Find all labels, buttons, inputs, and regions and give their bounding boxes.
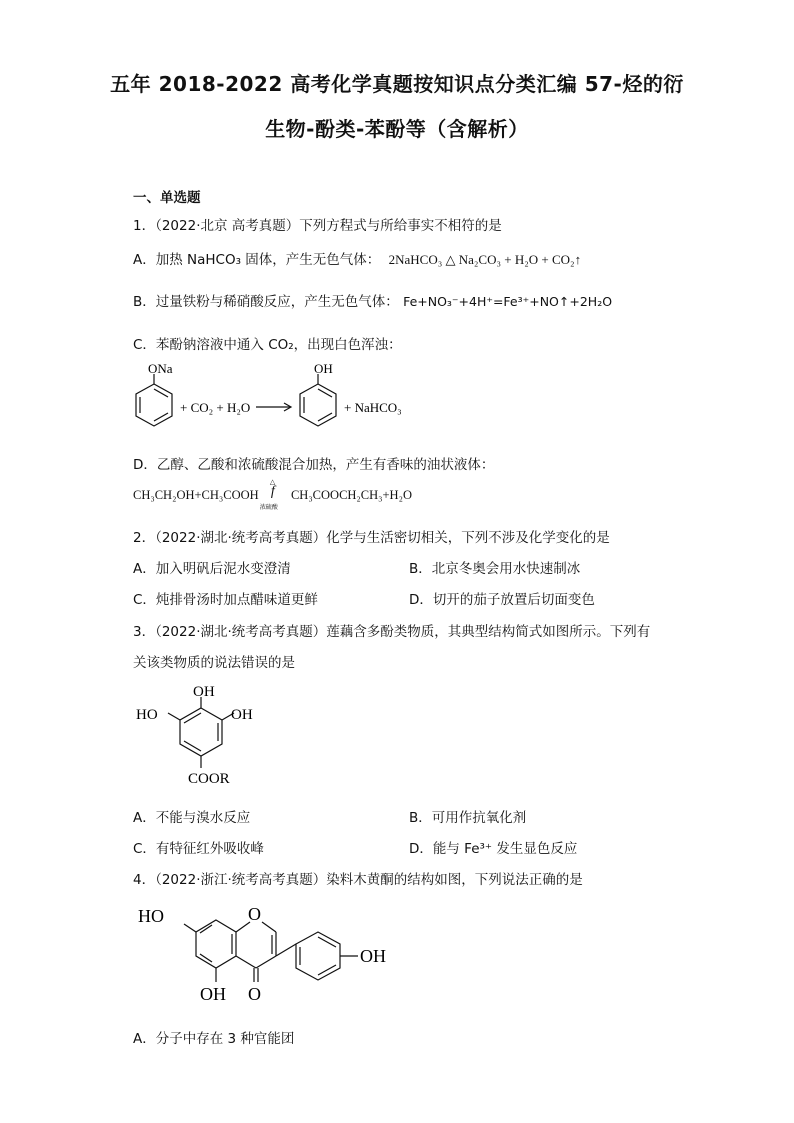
- q4-ho-left: HO: [138, 906, 164, 926]
- q1-c-reaction-scheme: [128, 360, 448, 442]
- q1-option-a-equation: 2NaHCO₃ △ Na₂CO₃ + H₂O + CO₂↑: [388, 252, 582, 267]
- q4-oh-right: OH: [360, 946, 386, 966]
- d-eq-arrow: [259, 478, 288, 511]
- d-arrow-top: △: [269, 478, 276, 486]
- q3-option-d: D．能与 Fe³⁺ 发生显色反应: [409, 841, 578, 857]
- q2-option-d: D．切开的茄子放置后切面变色: [409, 592, 595, 608]
- q3-option-b: B．可用作抗氧化剂: [409, 810, 527, 826]
- co2-h2o-label: + CO₂ + H₂O: [180, 400, 251, 415]
- q1-option-d: [133, 453, 494, 473]
- nahco3-label: + NaHCO₃: [344, 400, 402, 415]
- q3-option-a: A．不能与溴水反应: [133, 810, 251, 826]
- q3-oh-right: OH: [231, 707, 253, 723]
- q2-option-a: A．加入明矾后泥水变澄清: [133, 561, 291, 577]
- d-arrow-mid: f: [270, 484, 275, 499]
- q2-option-c: C．炖排骨汤时加点醋味道更鲜: [133, 592, 318, 608]
- q3-coor: COOR: [188, 771, 230, 787]
- oh-label: OH: [314, 361, 333, 376]
- d-eq-left: CH₃CH₂OH+CH₃COOH: [133, 488, 259, 502]
- page-title-line1: 五年 2018-2022 高考化学真题按知识点分类汇编 57-烃的衍: [110, 72, 684, 96]
- q1-option-c-text: C．苯酚钠溶液中通入 CO₂，出现白色浑浊：: [133, 337, 402, 353]
- q4-o-ring: O: [248, 904, 261, 924]
- q3-option-c: C．有特征红外吸收峰: [133, 841, 264, 857]
- page-title-line2: 生物-酚类-苯酚等（含解析）: [265, 117, 529, 141]
- q2-stem: 2．（2022·湖北·统考高考真题）化学与生活密切相关，下列不涉及化学变化的是: [133, 530, 610, 546]
- section-heading: 一、单选题: [133, 190, 201, 206]
- q3-ho-left: HO: [136, 707, 158, 723]
- q3-stem-line1: 3．（2022·湖北·统考高考真题）莲藕含多酚类物质，其典型结构简式如图所示。下列有: [133, 624, 651, 640]
- q1-option-a: [133, 248, 581, 268]
- q1-option-b-equation: Fe+NO₃⁻+4H⁺=Fe³⁺+NO↑+2H₂O: [403, 294, 613, 309]
- q3-oh-top: OH: [193, 684, 215, 700]
- q2-option-b: B．北京冬奥会用水快速制冰: [409, 561, 581, 577]
- sodium-phenoxide-ring: [136, 374, 172, 426]
- ona-label: ONa: [148, 361, 173, 376]
- q4-stem: 4．（2022·浙江·统考高考真题）染料木黄酮的结构如图，下列说法正确的是: [133, 872, 583, 888]
- q1-option-c: [133, 333, 402, 353]
- q4-option-a: A．分子中存在 3 种官能团: [133, 1031, 295, 1047]
- reaction-arrow-icon: [256, 403, 291, 411]
- d-arrow-bottom: 浓硫酸: [259, 505, 278, 511]
- q1-option-b-text: B．过量铁粉与稀硝酸反应，产生无色气体：: [133, 294, 399, 310]
- q1-option-b: [133, 290, 612, 310]
- q1-option-a-text: A．加热 NaHCO₃ 固体，产生无色气体：: [133, 252, 381, 268]
- q1-option-d-equation: [133, 480, 412, 510]
- phenol-ring: [300, 374, 336, 426]
- q3-stem-line2: 关该类物质的说法错误的是: [133, 655, 295, 671]
- q1-option-d-text: D．乙醇、乙酸和浓硫酸混合加热，产生有香味的油状液体：: [133, 457, 495, 473]
- d-eq-right: CH₃COOCH₂CH₃+H₂O: [290, 488, 412, 502]
- q4-genistein-structure: [132, 898, 412, 1010]
- q4-o-ketone: O: [248, 984, 261, 1004]
- q4-oh-bottom: OH: [200, 984, 226, 1004]
- q3-polyphenol-structure: [130, 682, 270, 788]
- q1-stem: 1．（2022·北京 高考真题）下列方程式与所给事实不相符的是: [133, 218, 502, 234]
